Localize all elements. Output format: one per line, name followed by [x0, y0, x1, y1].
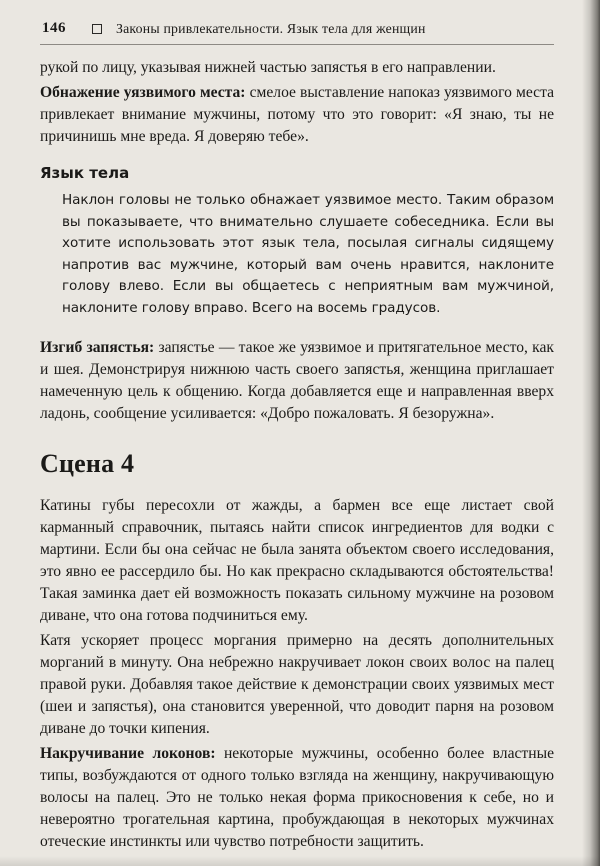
run-in-heading: Обнажение уязвимого места:: [40, 84, 246, 101]
callout-heading: Язык тела: [40, 164, 130, 182]
paragraph-scene-2: Катя ускоряет процесс моргания примерно на десять дополнительных морганий в минуту. Она небрежно накручивает локон своих волос на палец правой руки. Добавляя такое действие к демонстрации своих уязвимых мест (шеи и запястья), она становится уверенной, что доводит парня на розовом диване до точки кипения.: [40, 632, 554, 737]
paragraph-text: некоторые мужчины, особенно более властные типы, возбуждаются от одного только взгляда на женщину, накручивающую волосы на палец. Это не только некая форма прикосновения к себе, но и невероятно трогательная картина, пробуждающая в некоторых мужчинах отеческие инстинкты или чувство потребности защитить.: [40, 745, 554, 850]
callout-text: Наклон головы не только обнажает уязвимое место. Таким образом вы показываете, что внимательно слушаете собеседника. Если вы хотите использовать этот язык тела, посылая сигналы сидящему напротив вас мужчине, который вам очень нравится, наклоните голову влево. Если вы общаетесь с неприятным вам мужчиной, наклоните голову вправо. Всего на восемь градусов.: [62, 192, 554, 316]
paragraph-hair-twirl: [40, 743, 554, 853]
paragraph-text: смелое выставление напоказ уязвимого места привлекает внимание мужчины, потому что это говорит: «Я знаю, ты не причинишь мне вреда. Я доверяю тебе».: [40, 84, 555, 145]
section-marker-icon: [92, 24, 102, 34]
scan-shadow-bottom: [0, 856, 600, 866]
header-divider: [40, 44, 554, 45]
page-header: [40, 16, 554, 44]
scene-heading: Сцена 4: [40, 449, 135, 478]
paragraph-scene-1: Катины губы пересохли от жажды, а бармен все еще листает свой карманный справочник, пытаясь найти список ингредиентов для водки с мартини. Если бы она сейчас не была занята объектом своего исследования, это явно ее рассердило бы. Но как прекрасно складываются обстоятельства! Такая заминка дает ей возможность показать сильному мужчине на розовом диване, что она готова подчиниться ему.: [40, 497, 554, 624]
page-body: [40, 57, 554, 853]
run-in-heading: Изгиб запястья:: [40, 339, 155, 356]
run-in-heading: Накручивание локонов:: [40, 745, 216, 762]
paragraph-text: запястье — такое же уязвимое и притягательное место, как и шея. Демонстрируя нижнюю часть своего запястья, женщина приглашает намеченную цель к общению. Когда добавляется еще и направленная вверх ладонь, сообщение усиливается: «Добро пожаловать. Я безоружна».: [40, 339, 554, 422]
paragraph-vulnerable-spot: [40, 82, 554, 148]
paragraph-continuation: рукой по лицу, указывая нижней частью запястья в его направлении.: [40, 59, 496, 76]
scan-shadow-right: [582, 0, 600, 866]
page-number: 146: [42, 20, 66, 36]
running-title: Законы привлекательности. Язык тела для женщин: [116, 20, 426, 36]
paragraph-wrist-bend: [40, 337, 554, 425]
